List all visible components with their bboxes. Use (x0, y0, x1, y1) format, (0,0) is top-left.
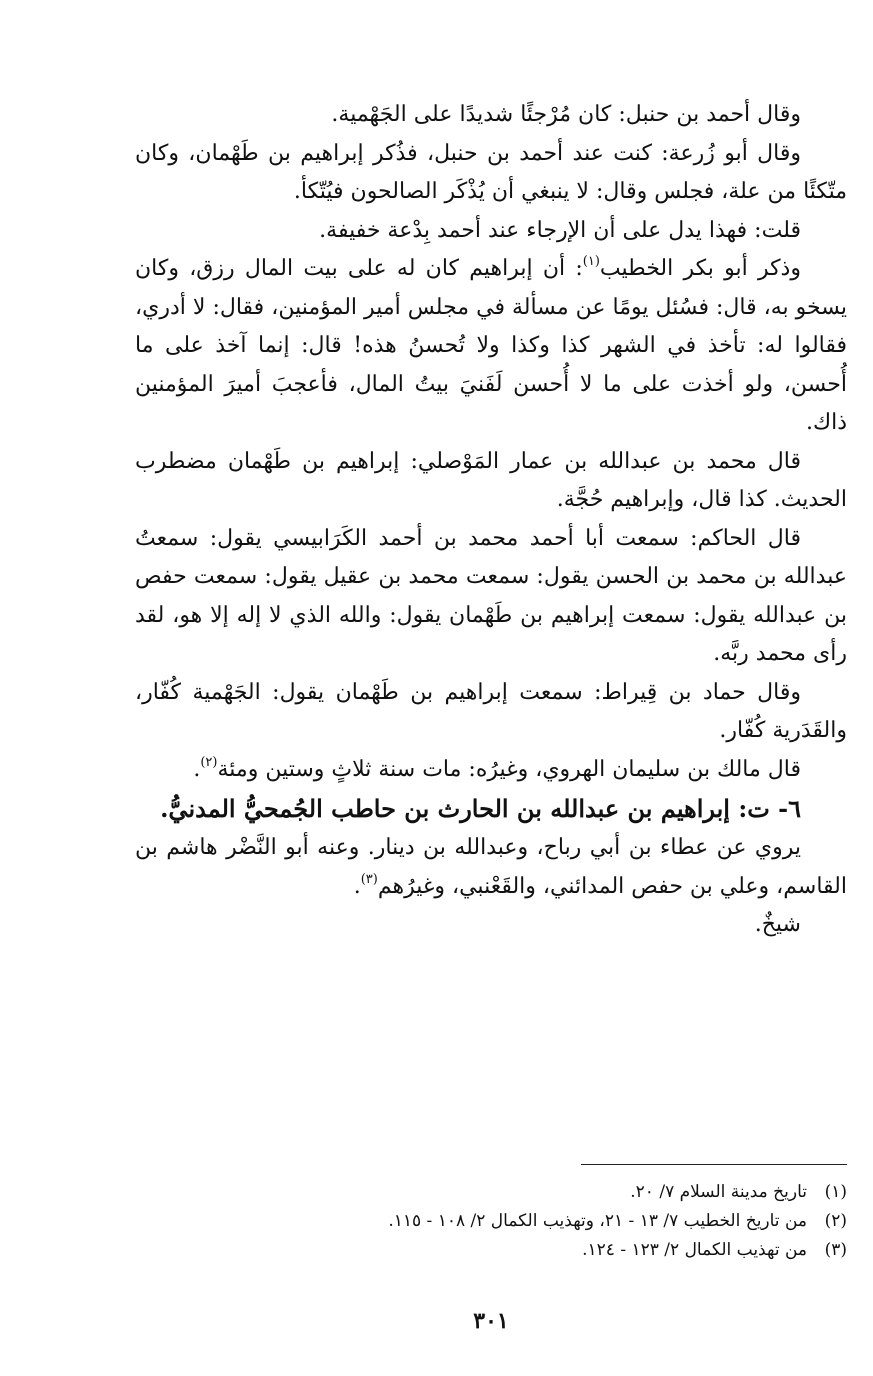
footnote-ref-3[interactable]: (٣) (360, 871, 378, 887)
paragraph-abu-zura (135, 135, 847, 212)
footnote-number: (١) (824, 1182, 847, 1202)
paragraph-text-continued: . (353, 873, 361, 899)
page-number: ٣٠١ (473, 1308, 509, 1334)
footnote-ref-1[interactable]: (١) (582, 254, 600, 269)
paragraph-text: وقال حماد بن قِيراط: سمعت إبراهيم بن طَهْمان يقول: الجَهْمية كُفّار، والقَدَرية كُفّار. (135, 679, 847, 743)
footnote-number: (٢) (824, 1211, 847, 1231)
footnote-2 (135, 1207, 847, 1236)
footnotes (135, 1178, 847, 1265)
paragraph-hammad (135, 674, 847, 751)
footnote-divider (581, 1164, 847, 1165)
book-page (135, 96, 847, 1346)
paragraph-death (135, 751, 847, 790)
paragraph-text: قال مالك بن سليمان الهروي، وغيرُه: مات سنة ثلاثٍ وستين ومئة (217, 756, 801, 782)
paragraph-text: قال محمد بن عبدالله بن عمار المَوْصلي: إبراهيم بن طَهْمان مضطرب الحديث. كذا قال، وإبراهيم حُجَّة. (135, 448, 847, 512)
paragraph-khatib (135, 250, 847, 443)
footnote-text: من تاريخ الخطيب ٧/ ١٣ - ٢١، وتهذيب الكمال ٢/ ١٠٨ - ١١٥. (388, 1211, 807, 1231)
paragraph-ahmad-quote (135, 96, 847, 135)
paragraph-text: قلت: فهذا يدل على أن الإرجاء عند أحمد بِدْعة خفيفة. (319, 217, 801, 243)
footnote-text: تاريخ مدينة السلام ٧/ ٢٠. (630, 1182, 807, 1202)
entry-verdict: شيخٌ. (754, 912, 801, 937)
paragraph-text-continued: . (193, 756, 201, 782)
paragraph-text: يروي عن عطاء بن أبي رباح، وعبدالله بن دينار. وعنه أبو النَّضْر هاشم بن القاسم، وعلي بن حفص المدائني، والقَعْنبي، وغيرُهم (135, 835, 847, 899)
main-text (135, 96, 847, 945)
entry-narrators (135, 829, 847, 906)
paragraph-text-continued: : أن إبراهيم كان له على بيت المال رزق، وكان يسخو به، قال: فسُئل يومًا عن مسألة في مجلس أمير المؤمنين، فقال: لا أدري، فقالوا له: تأخذ في الشهر كذا وكذا ولا تُحسنُ هذه! قال: إنما آخذ على ما أُحسن، ولو أخذت على ما لا أُحسن لَفَنيَ بيتُ المال، فأعجبَ أميرَ المؤمنين ذاك. (135, 256, 847, 435)
paragraph-text: وقال أحمد بن حنبل: كان مُرْجئًا شديدًا على الجَهْمية. (331, 102, 801, 127)
footnote-number: (٣) (824, 1240, 847, 1260)
footnote-3 (135, 1236, 847, 1265)
paragraph-hakim (135, 520, 847, 674)
footnote-1 (135, 1178, 847, 1207)
paragraph-comment (135, 212, 847, 251)
paragraph-mawsili (135, 443, 847, 520)
entry-heading: ٦- ت: إبراهيم بن عبدالله بن الحارث بن حاطب الجُمحيُّ المدنيُّ. (160, 794, 801, 823)
footnote-text: من تهذيب الكمال ٢/ ١٢٣ - ١٢٤. (582, 1240, 807, 1260)
paragraph-text: وقال أبو زُرعة: كنت عند أحمد بن حنبل، فذُكر إبراهيم بن طَهْمان، وكان متّكئًا من علة، فجلس وقال: لا ينبغي أن يُذْكَر الصالحون فيُتّكأ. (135, 140, 847, 204)
footnote-ref-2[interactable]: (٢) (200, 754, 218, 770)
paragraph-text: وذكر أبو بكر الخطيب (599, 256, 801, 281)
paragraph-text: قال الحاكم: سمعت أبا أحمد محمد بن أحمد الكَرَابيسي يقول: سمعتُ عبدالله بن محمد بن الحسن يقول: سمعت محمد بن عقيل يقول: سمعت حفص بن عبدالله يقول: سمعت إبراهيم بن طَهْمان يقول: والله الذي لا إله إلا هو، لقد رأى محمد ربَّه. (135, 525, 847, 666)
